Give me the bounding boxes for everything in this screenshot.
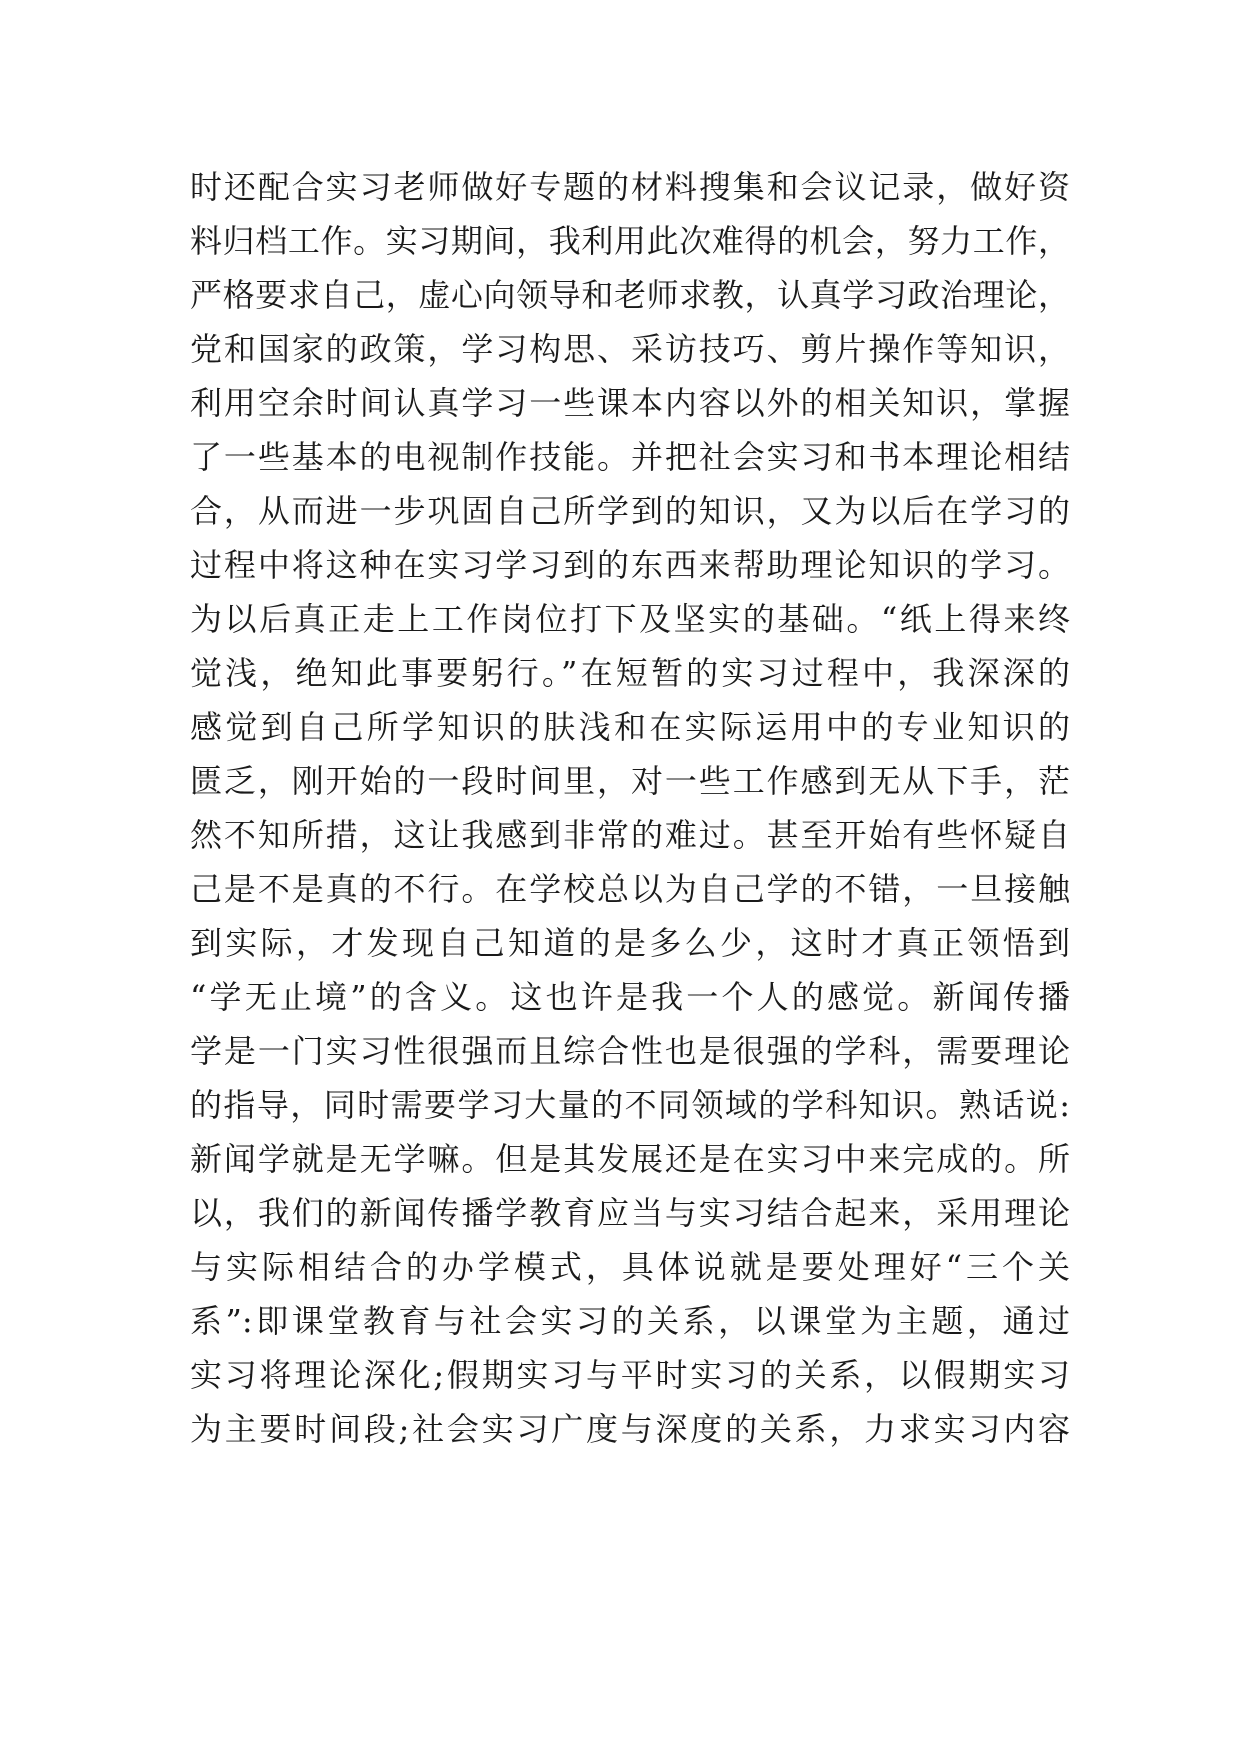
- text-line: 料归档工作。实习期间，我利用此次难得的机会，努力工作，: [190, 222, 1070, 260]
- text-line: “学无止境”的含义。这也许是我一个人的感觉。新闻传播: [190, 978, 1070, 1016]
- text-line: 严格要求自己，虚心向领导和老师求教，认真学习政治理论，: [190, 276, 1070, 314]
- text-line: 然不知所措，这让我感到非常的难过。甚至开始有些怀疑自: [190, 816, 1070, 854]
- text-line: 过程中将这种在实习学习到的东西来帮助理论知识的学习。: [190, 546, 1070, 584]
- text-line: 时还配合实习老师做好专题的材料搜集和会议记录，做好资: [190, 168, 1070, 206]
- text-line: 与实际相结合的办学模式，具体说就是要处理好“三个关: [190, 1248, 1070, 1286]
- text-line: 实习将理论深化;假期实习与平时实习的关系，以假期实习: [190, 1356, 1070, 1394]
- text-line: 为以后真正走上工作岗位打下及坚实的基础。“纸上得来终: [190, 600, 1070, 638]
- body-text: [190, 160, 1070, 1456]
- text-line: 感觉到自己所学知识的肤浅和在实际运用中的专业知识的: [190, 708, 1070, 746]
- text-line: 己是不是真的不行。在学校总以为自己学的不错，一旦接触: [190, 870, 1070, 908]
- text-line: 新闻学就是无学嘛。但是其发展还是在实习中来完成的。所: [190, 1140, 1070, 1178]
- text-line: 党和国家的政策，学习构思、采访技巧、剪片操作等知识，: [190, 330, 1070, 368]
- text-line: 觉浅，绝知此事要躬行。”在短暂的实习过程中，我深深的: [190, 654, 1070, 692]
- text-line: 为主要时间段;社会实习广度与深度的关系，力求实习内容: [190, 1410, 1070, 1448]
- text-line: 到实际，才发现自己知道的是多么少，这时才真正领悟到: [190, 924, 1070, 962]
- text-line: 了一些基本的电视制作技能。并把社会实习和书本理论相结: [190, 438, 1070, 476]
- text-line: 合，从而进一步巩固自己所学到的知识，又为以后在学习的: [190, 492, 1070, 530]
- text-line: 学是一门实习性很强而且综合性也是很强的学科，需要理论: [190, 1032, 1070, 1070]
- text-line: 利用空余时间认真学习一些课本内容以外的相关知识，掌握: [190, 384, 1070, 422]
- text-line: 以，我们的新闻传播学教育应当与实习结合起来，采用理论: [190, 1194, 1070, 1232]
- text-line: 系”:即课堂教育与社会实习的关系，以课堂为主题，通过: [190, 1302, 1070, 1340]
- text-line: 的指导，同时需要学习大量的不同领域的学科知识。熟话说:: [190, 1086, 1070, 1124]
- text-line: 匮乏，刚开始的一段时间里，对一些工作感到无从下手，茫: [190, 762, 1070, 800]
